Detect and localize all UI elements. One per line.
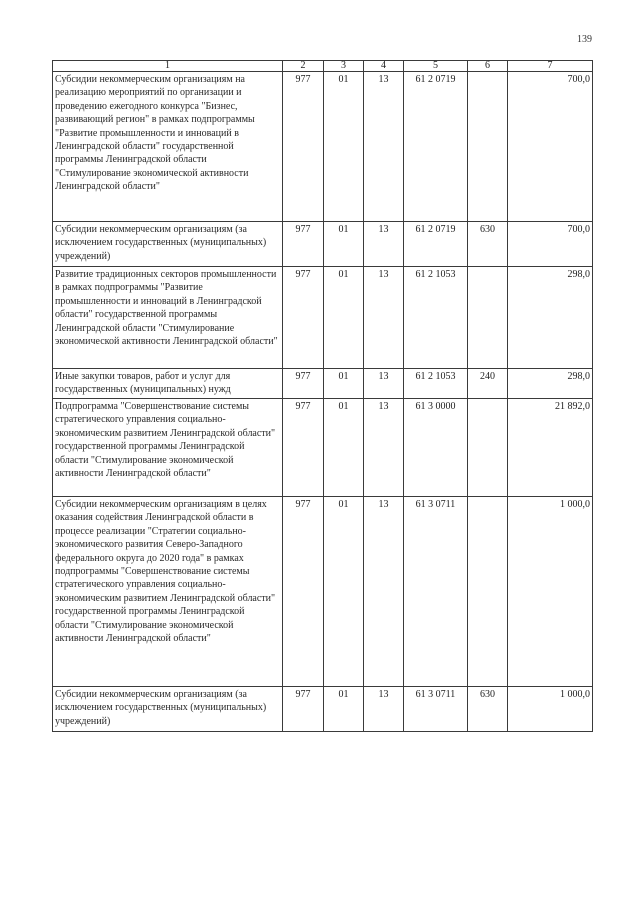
row-name: Субсидии некоммерческим организациям (за исключением государственных (муниципальных) учреждений) — [53, 222, 283, 267]
cell-section: 01 — [324, 267, 364, 369]
cell-ministry-code: 977 — [283, 399, 324, 497]
cell-expense-type: 240 — [468, 369, 508, 399]
cell-section: 01 — [324, 369, 364, 399]
column-header: 7 — [508, 61, 593, 72]
cell-subsection: 13 — [364, 687, 404, 732]
column-header: 3 — [324, 61, 364, 72]
cell-section: 01 — [324, 399, 364, 497]
cell-target-article: 61 3 0000 — [404, 399, 468, 497]
cell-amount: 1 000,0 — [508, 687, 593, 732]
cell-section: 01 — [324, 687, 364, 732]
column-header: 1 — [53, 61, 283, 72]
column-header: 2 — [283, 61, 324, 72]
cell-target-article: 61 2 0719 — [404, 72, 468, 222]
row-name: Субсидии некоммерческим организациям в целях оказания содействия Ленинградской области в процессе реализации "Стратегии социально-экономического развития Северо-Западного федерального округа до 2020 года" в рамках подпрограммы "Совершенствование системы стратегического управления социально-экономическим развитием Ленинградской области" государственной программы Ленинградской области "Стимулирование экономической активности Ленинградской области" — [53, 497, 283, 687]
cell-subsection: 13 — [364, 369, 404, 399]
cell-amount: 1 000,0 — [508, 497, 593, 687]
cell-amount: 298,0 — [508, 369, 593, 399]
header-row — [53, 61, 593, 72]
cell-ministry-code: 977 — [283, 369, 324, 399]
cell-expense-type — [468, 72, 508, 222]
cell-amount: 298,0 — [508, 267, 593, 369]
page-number: 139 — [577, 34, 592, 45]
cell-target-article: 61 3 0711 — [404, 687, 468, 732]
table-row — [53, 369, 593, 399]
cell-amount: 21 892,0 — [508, 399, 593, 497]
cell-subsection: 13 — [364, 222, 404, 267]
row-name: Иные закупки товаров, работ и услуг для государственных (муниципальных) нужд — [53, 369, 283, 399]
cell-ministry-code: 977 — [283, 687, 324, 732]
table-row — [53, 267, 593, 369]
budget-table — [52, 60, 593, 732]
cell-section: 01 — [324, 72, 364, 222]
column-header: 5 — [404, 61, 468, 72]
cell-ministry-code: 977 — [283, 72, 324, 222]
cell-subsection: 13 — [364, 497, 404, 687]
cell-amount: 700,0 — [508, 72, 593, 222]
cell-expense-type: 630 — [468, 687, 508, 732]
cell-subsection: 13 — [364, 72, 404, 222]
table-row — [53, 222, 593, 267]
row-name: Развитие традиционных секторов промышленности в рамках подпрограммы "Развитие промышленности и инноваций в Ленинградской области" государственной программы Ленинградской области "Стимулирование экономической активности Ленинградской области" — [53, 267, 283, 369]
row-name: Субсидии некоммерческим организациям на реализацию мероприятий по организации и проведению ежегодного конкурса "Бизнес, развивающий регион" в рамках подпрограммы "Развитие промышленности и инноваций в Ленинградской области" государственной программы Ленинградской области "Стимулирование экономической активности Ленинградской области" — [53, 72, 283, 222]
row-name: Субсидии некоммерческим организациям (за исключением государственных (муниципальных) учреждений) — [53, 687, 283, 732]
cell-amount: 700,0 — [508, 222, 593, 267]
cell-subsection: 13 — [364, 267, 404, 369]
cell-section: 01 — [324, 497, 364, 687]
table-row — [53, 687, 593, 732]
cell-expense-type — [468, 497, 508, 687]
table-row — [53, 72, 593, 222]
column-header: 6 — [468, 61, 508, 72]
cell-expense-type — [468, 267, 508, 369]
row-name: Подпрограмма "Совершенствование системы стратегического управления социально-экономическим развитием Ленинградской области" государственной программы Ленинградской области "Стимулирование экономической активности Ленинградской области" — [53, 399, 283, 497]
cell-target-article: 61 2 1053 — [404, 369, 468, 399]
column-header: 4 — [364, 61, 404, 72]
cell-ministry-code: 977 — [283, 267, 324, 369]
table-row — [53, 399, 593, 497]
cell-target-article: 61 2 1053 — [404, 267, 468, 369]
cell-ministry-code: 977 — [283, 497, 324, 687]
cell-target-article: 61 3 0711 — [404, 497, 468, 687]
table-row — [53, 497, 593, 687]
cell-subsection: 13 — [364, 399, 404, 497]
cell-target-article: 61 2 0719 — [404, 222, 468, 267]
cell-expense-type — [468, 399, 508, 497]
cell-section: 01 — [324, 222, 364, 267]
cell-ministry-code: 977 — [283, 222, 324, 267]
cell-expense-type: 630 — [468, 222, 508, 267]
